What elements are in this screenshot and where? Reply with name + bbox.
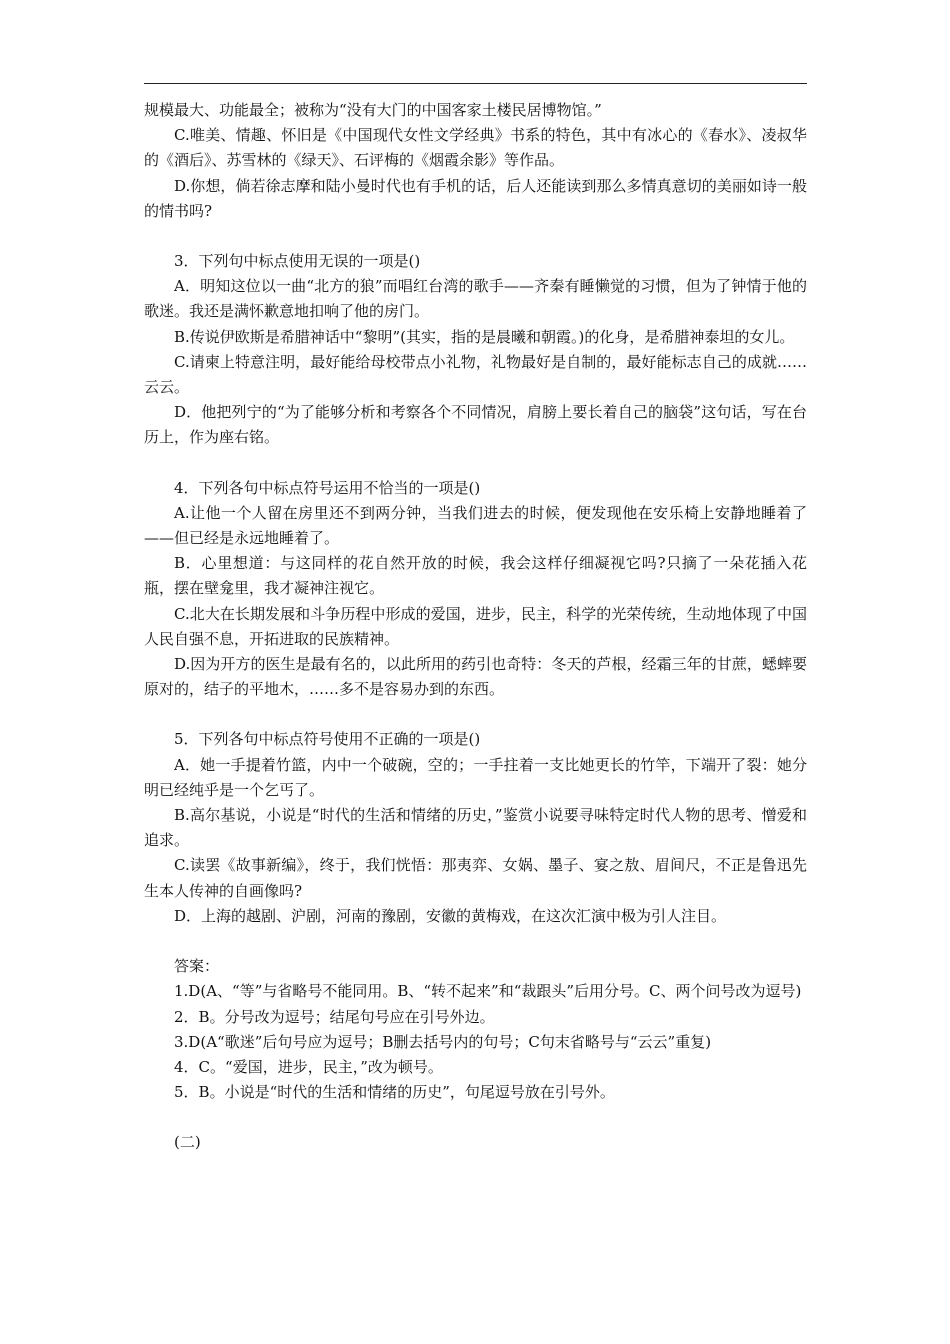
q5-option-a: A．她一手提着竹篮，内中一个破碗，空的；一手拄着一支比她更长的竹竿，下端开了裂：她分明已经纯乎是一个乞丐了。 [144,755,807,799]
answer-item: 4．C。“爱国，进步，民主，”改为顿号。 [174,1057,443,1076]
q5-option-b: B.高尔基说，小说是“时代的生活和情绪的历史，”鉴赏小说要寻味特定时代人物的思考、憎爱和追求。 [144,806,807,850]
q5-option-d: D．上海的越剧、沪剧，河南的豫剧，安徽的黄梅戏，在这次汇演中极为引人注目。 [174,906,727,925]
question-4-stem: 4．下列各句中标点符号运用不恰当的一项是() [174,478,481,497]
q5-option-c: C.读罢《故事新编》，终于，我们恍悟：那夷弈、女娲、墨子、宴之敖、眉间尺，不正是鲁迅先生本人传神的自画像吗? [144,856,807,900]
q3-option-c: C.请柬上特意注明，最好能给母校带点小礼物，礼物最好是自制的，最好能标志自己的成就……云云。 [144,352,807,397]
question-5-stem: 5．下列各句中标点符号使用不正确的一项是() [174,730,481,749]
answer-item: 1.D(A、“等”与省略号不能同用。B、“转不起来”和“裁跟头”后用分号。C、两个问号改为逗号) [174,982,802,1001]
q3-option-d: D．他把列宁的“为了能够分析和考察各个不同情况，肩膀上要长着自己的脑袋”这句话，写在台历上，作为座右铭。 [144,403,807,447]
answer-item: 2．B。分号改为逗号；结尾句号应在引号外边。 [174,1007,495,1026]
header-rule [144,83,807,84]
q3-option-a: A．明知这位以一曲“北方的狼”而唱红台湾的歌手——齐秦有睡懒觉的习惯，但为了钟情于他的歌迷。我还是满怀歉意地扣响了他的房门。 [144,277,807,321]
answer-item: 5．B。小说是“时代的生活和情绪的历史”，句尾逗号放在引号外。 [174,1083,615,1102]
q4-option-a: A.让他一个人留在房里还不到两分钟，当我们进去的时候，便发现他在安乐椅上安静地睡着了——但已经是永远地睡着了。 [144,503,807,548]
option-d-q2: D.你想，倘若徐志摩和陆小曼时代也有手机的话，后人还能读到那么多情真意切的美丽如诗一般的情书吗? [144,176,807,220]
answers-heading: 答案： [174,957,220,976]
q4-option-b: B．心里想道：与这同样的花自然开放的时候，我会这样仔细凝视它吗?只摘了一朵花插入花瓶，摆在壁龛里，我才凝神注视它。 [144,554,807,598]
q3-option-b: B.传说伊欧斯是希腊神话中“黎明”(其实，指的是晨曦和朝霞。)的化身，是希腊神泰坦的女儿。 [174,327,795,346]
document-body [144,98,807,1156]
option-c-q2: C.唯美、情趣、怀旧是《中国现代女性文学经典》书系的特色，其中有冰心的《春水》、凌叔华的《酒后》、苏雪林的《绿天》、石评梅的《烟霞余影》等作品。 [144,126,807,170]
continuation-line: 规模最大、功能最全；被称为“没有大门的中国客家土楼民居博物馆。” [144,101,602,119]
q4-option-c: C.北大在长期发展和斗争历程中形成的爱国，进步，民主，科学的光荣传统，生动地体现了中国人民自强不息，开拓进取的民族精神。 [144,604,807,648]
question-3-stem: 3．下列句中标点使用无误的一项是() [174,252,421,271]
q4-option-d: D.因为开方的医生是最有名的，以此所用的药引也奇特：冬天的芦根，经霜三年的甘蔗，蟋蟀要原对的，结子的平地木，……多不是容易办到的东西。 [144,655,807,699]
section-marker: (二) [174,1133,201,1152]
answer-item: 3.D(A“歌迷”后句号应为逗号；B删去括号内的句号；C句末省略号与“云云”重复) [174,1032,712,1051]
